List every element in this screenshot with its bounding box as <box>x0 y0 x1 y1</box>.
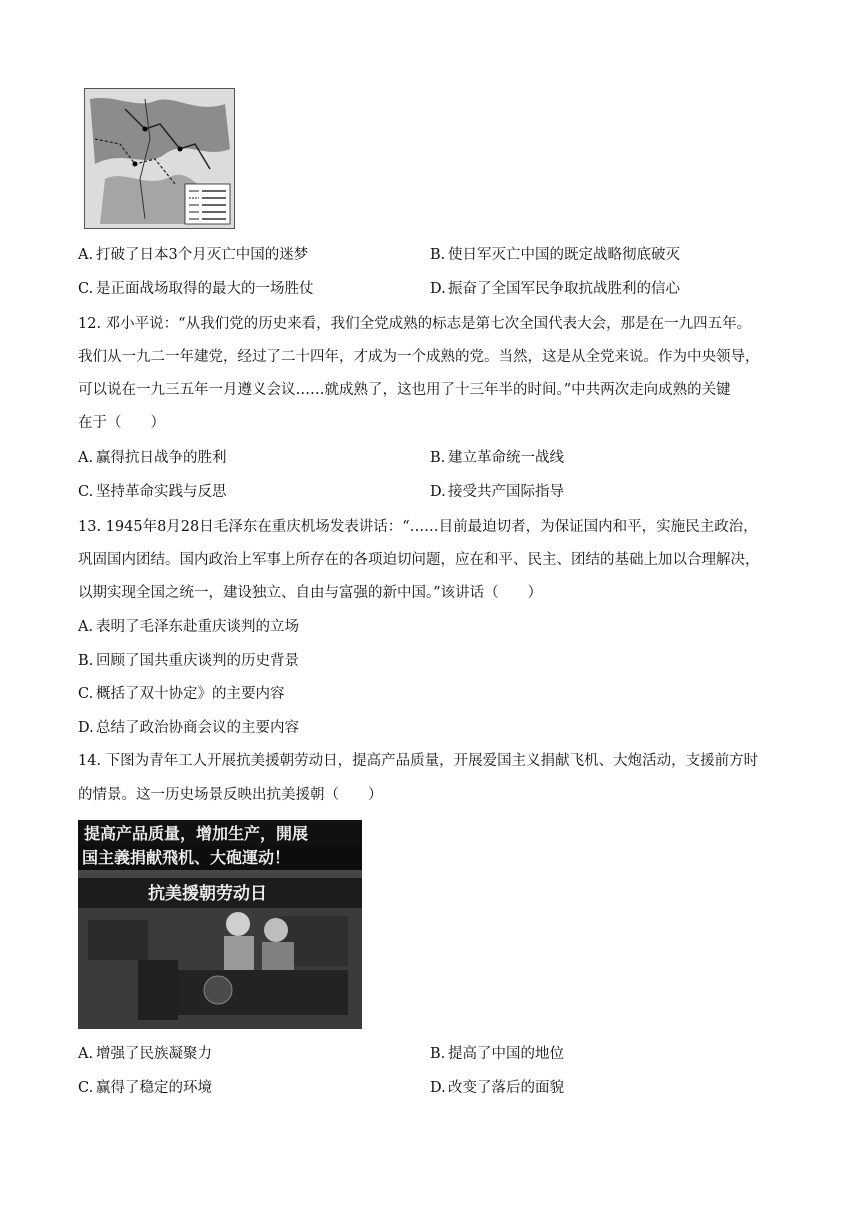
q13-option-b <box>78 651 299 671</box>
option-label: D. <box>430 1080 446 1096</box>
banner-line-2: 国主義捐献飛机、大砲運动！ <box>82 848 291 867</box>
q11-option-d <box>430 279 680 299</box>
option-text: 赢得抗日战争的胜利 <box>96 450 227 466</box>
option-label: C. <box>78 281 94 297</box>
q12-option-c <box>78 482 227 502</box>
option-label: C. <box>78 1080 94 1096</box>
q12-stem-line: 我们从一九二一年建党，经过了二十四年，才成为一个成熟的党。当然，这是从全党来说。作为中央领导， <box>78 349 760 365</box>
q11-option-b <box>430 245 680 265</box>
banner-line-3: 抗美援朝劳动日 <box>148 884 267 904</box>
option-text: 回顾了国共重庆谈判的历史背景 <box>96 653 299 669</box>
workers-photo-figure <box>78 820 362 1029</box>
q11-option-c <box>78 279 314 299</box>
option-label: B. <box>430 450 446 466</box>
option-label: B. <box>78 653 94 669</box>
q12-option-a <box>78 448 227 468</box>
q12-option-b <box>430 448 564 468</box>
option-text: 打破了日本3个月灭亡中国的迷梦 <box>96 247 309 263</box>
option-label: A. <box>78 1046 94 1062</box>
option-label: A. <box>78 450 94 466</box>
option-label: D. <box>430 484 446 500</box>
option-label: B. <box>430 1046 446 1062</box>
q12-stem-line: 12. 邓小平说：“从我们党的历史来看，我们全党成熟的标志是第七次全国代表大会，那是在一九四五年。 <box>78 316 752 332</box>
q12-stem-line: 可以说在一九三五年一月遵义会议……就成熟了，这也用了十三年半的时间。”中共两次走向成熟的关键 <box>78 382 731 398</box>
map-illustration <box>85 89 234 228</box>
option-label: A. <box>78 247 94 263</box>
option-text: 总结了政治协商会议的主要内容 <box>96 720 299 736</box>
q14-stem-line: 的情景。这一历史场景反映出抗美援朝（ ） <box>78 787 383 803</box>
q12-option-d <box>430 482 564 502</box>
q13-option-a <box>78 617 299 637</box>
q13-option-d <box>78 718 299 738</box>
option-label: A. <box>78 619 94 635</box>
q13-option-c <box>78 684 285 704</box>
option-text: 建立革命统一战线 <box>448 450 564 466</box>
q13-stem-line: 以期实现全国之统一，建设独立、自由与富强的新中国。”该讲话（ ） <box>78 585 543 601</box>
q14-stem-line: 14. 下图为青年工人开展抗美援朝劳动日，提高产品质量，开展爱国主义捐献飞机、大炮活动，支援前方时 <box>78 753 759 769</box>
banner-line-1: 提高产品质量，增加生产，開展 <box>84 824 309 843</box>
option-text: 是正面战场取得的最大的一场胜仗 <box>96 281 314 297</box>
option-text: 表明了毛泽东赴重庆谈判的立场 <box>96 619 299 635</box>
option-label: D. <box>78 720 94 736</box>
option-text: 振奋了全国军民争取抗战胜利的信心 <box>448 281 680 297</box>
q12-stem-line: 在于（ ） <box>78 415 165 431</box>
q14-option-b <box>430 1044 564 1064</box>
option-label: D. <box>430 281 446 297</box>
q14-option-c <box>78 1078 212 1098</box>
q14-option-a <box>78 1044 212 1064</box>
q11-option-a <box>78 245 308 265</box>
option-text: 接受共产国际指导 <box>448 484 564 500</box>
q13-stem-line: 巩固国内团结。国内政治上军事上所存在的各项迫切问题，应在和平、民主、团结的基础上加以合理解决， <box>78 552 760 568</box>
option-label: B. <box>430 247 446 263</box>
q14-option-d <box>430 1078 564 1098</box>
photo-illustration <box>78 820 362 1029</box>
option-text: 增强了民族凝聚力 <box>96 1046 212 1062</box>
option-label: C. <box>78 484 94 500</box>
option-text: 改变了落后的面貌 <box>448 1080 564 1096</box>
option-text: 提高了中国的地位 <box>448 1046 564 1062</box>
q13-stem-line: 13. 1945年8月28日毛泽东在重庆机场发表讲话：“……目前最迫切者，为保证国内和平，实施民主政治， <box>78 519 758 535</box>
option-label: C. <box>78 686 94 702</box>
option-text: 概括了双十协定》的主要内容 <box>96 686 285 702</box>
option-text: 坚持革命实践与反思 <box>96 484 227 500</box>
option-text: 赢得了稳定的环境 <box>96 1080 212 1096</box>
option-text: 使日军灭亡中国的既定战略彻底破灭 <box>448 247 680 263</box>
battle-map-figure <box>84 88 235 229</box>
